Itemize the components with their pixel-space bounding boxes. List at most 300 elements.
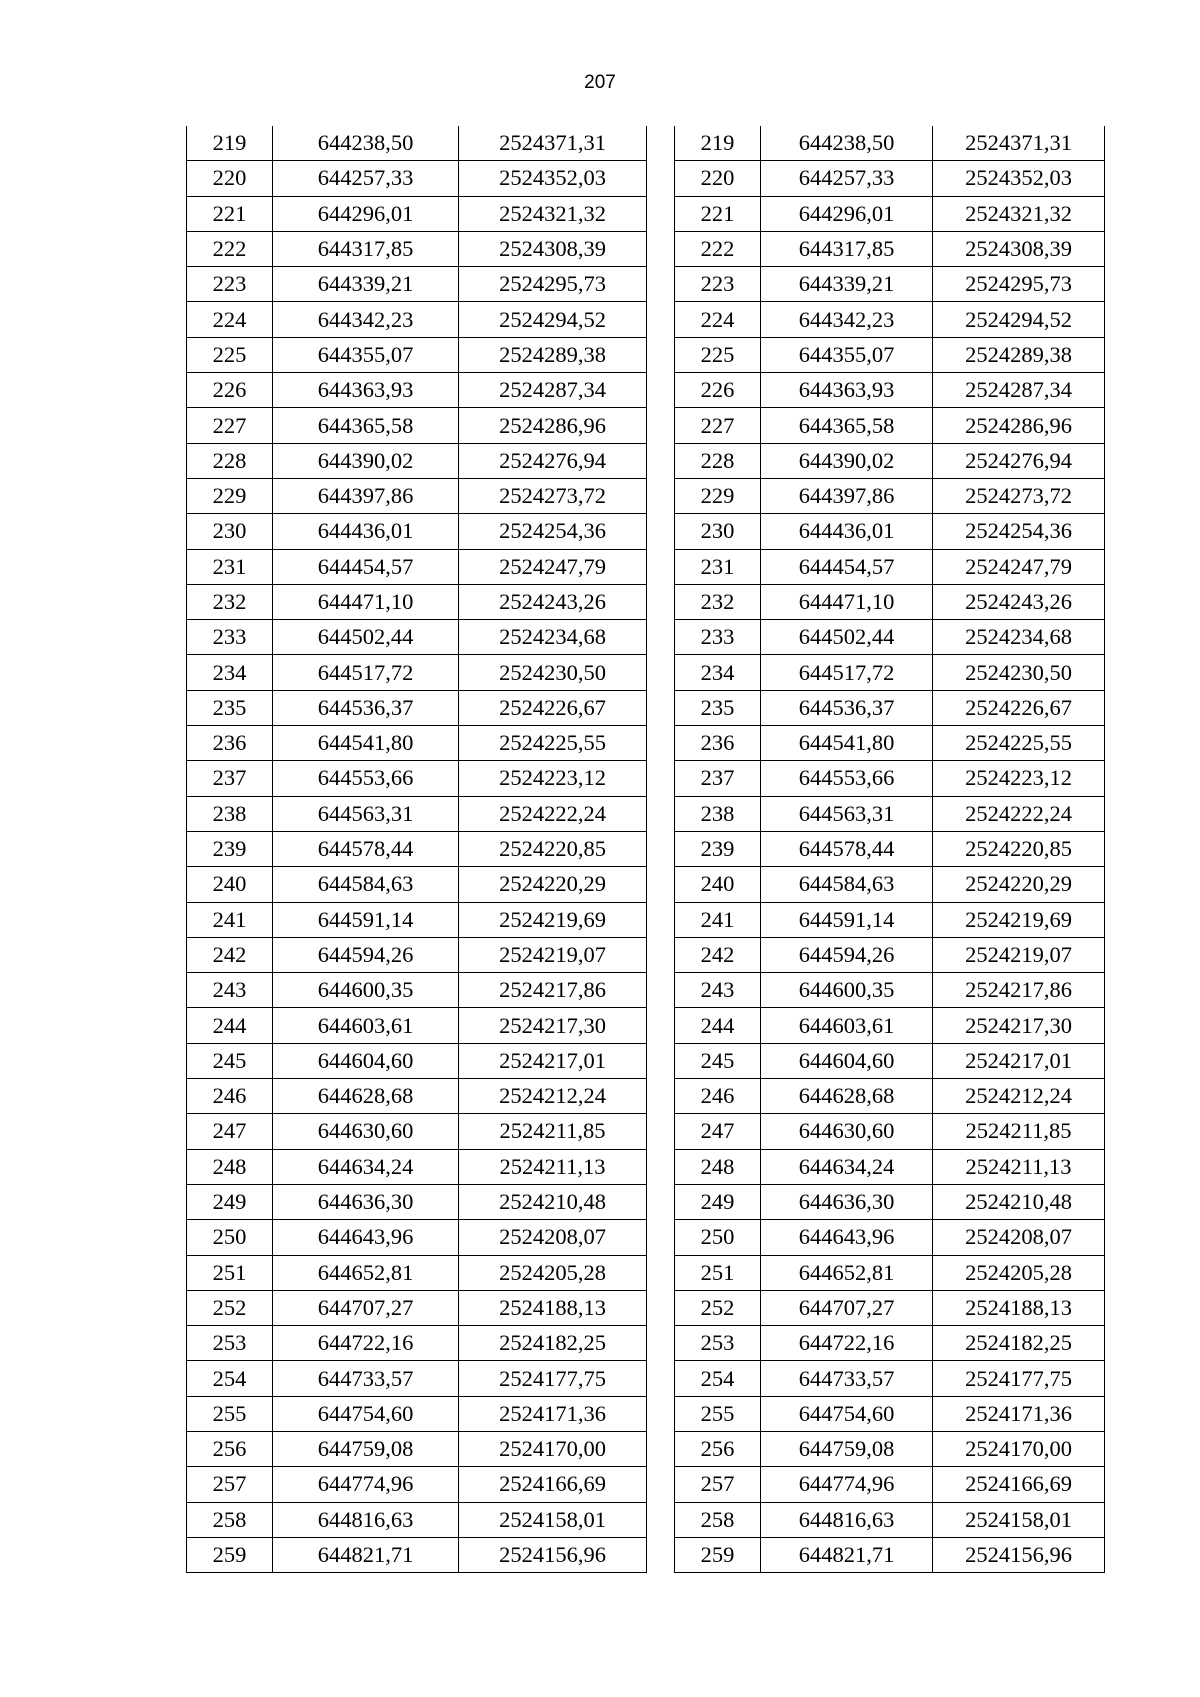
x-coordinate-cell: 644634,24: [761, 1149, 933, 1184]
x-coordinate-cell: 644363,93: [761, 373, 933, 408]
point-number-cell: 253: [187, 1326, 273, 1361]
x-coordinate-cell: 644816,63: [273, 1502, 459, 1537]
x-coordinate-cell: 644604,60: [273, 1043, 459, 1078]
x-coordinate-cell: 644733,57: [761, 1361, 933, 1396]
x-coordinate-cell: 644317,85: [273, 231, 459, 266]
x-coordinate-cell: 644604,60: [761, 1043, 933, 1078]
point-number-cell: 243: [187, 973, 273, 1008]
y-coordinate-cell: 2524170,00: [933, 1431, 1105, 1466]
point-number-cell: 246: [675, 1079, 761, 1114]
table-row: [187, 584, 647, 619]
x-coordinate-cell: 644517,72: [761, 655, 933, 690]
table-row: [187, 761, 647, 796]
point-number-cell: 249: [187, 1184, 273, 1219]
table-row: [187, 196, 647, 231]
y-coordinate-cell: 2524223,12: [459, 761, 647, 796]
point-number-cell: 239: [675, 831, 761, 866]
table-row: [187, 902, 647, 937]
point-number-cell: 248: [187, 1149, 273, 1184]
y-coordinate-cell: 2524219,69: [933, 902, 1105, 937]
y-coordinate-cell: 2524294,52: [459, 302, 647, 337]
x-coordinate-cell: 644553,66: [273, 761, 459, 796]
x-coordinate-cell: 644759,08: [761, 1431, 933, 1466]
table-row: [187, 1255, 647, 1290]
point-number-cell: 242: [675, 937, 761, 972]
table-row: [187, 1467, 647, 1502]
y-coordinate-cell: 2524171,36: [459, 1396, 647, 1431]
table-row: [187, 337, 647, 372]
y-coordinate-cell: 2524211,85: [933, 1114, 1105, 1149]
point-number-cell: 235: [187, 690, 273, 725]
x-coordinate-cell: 644774,96: [273, 1467, 459, 1502]
x-coordinate-cell: 644471,10: [273, 584, 459, 619]
point-number-cell: 229: [675, 478, 761, 513]
point-number-cell: 234: [187, 655, 273, 690]
page-number: 207: [584, 72, 616, 93]
x-coordinate-cell: 644733,57: [273, 1361, 459, 1396]
y-coordinate-cell: 2524220,29: [459, 867, 647, 902]
point-number-cell: 244: [675, 1008, 761, 1043]
x-coordinate-cell: 644553,66: [761, 761, 933, 796]
table-row: [675, 514, 1105, 549]
table-row: [187, 831, 647, 866]
x-coordinate-cell: 644342,23: [761, 302, 933, 337]
table-row: [675, 1431, 1105, 1466]
point-number-cell: 255: [675, 1396, 761, 1431]
table-row: [187, 1502, 647, 1537]
point-number-cell: 223: [187, 267, 273, 302]
y-coordinate-cell: 2524254,36: [933, 514, 1105, 549]
point-number-cell: 225: [675, 337, 761, 372]
x-coordinate-cell: 644296,01: [273, 196, 459, 231]
table-row: [675, 796, 1105, 831]
table-row: [187, 620, 647, 655]
point-number-cell: 222: [187, 231, 273, 266]
point-number-cell: 241: [675, 902, 761, 937]
x-coordinate-cell: 644634,24: [273, 1149, 459, 1184]
x-coordinate-cell: 644652,81: [761, 1255, 933, 1290]
x-coordinate-cell: 644594,26: [273, 937, 459, 972]
table-row: [675, 761, 1105, 796]
point-number-cell: 220: [187, 161, 273, 196]
y-coordinate-cell: 2524234,68: [459, 620, 647, 655]
point-number-cell: 245: [675, 1043, 761, 1078]
point-number-cell: 232: [187, 584, 273, 619]
table-row: [187, 373, 647, 408]
x-coordinate-cell: 644754,60: [273, 1396, 459, 1431]
x-coordinate-cell: 644257,33: [761, 161, 933, 196]
x-coordinate-cell: 644584,63: [273, 867, 459, 902]
table-row: [187, 478, 647, 513]
table-row: [675, 1467, 1105, 1502]
y-coordinate-cell: 2524170,00: [459, 1431, 647, 1466]
table-row: [675, 902, 1105, 937]
point-number-cell: 247: [675, 1114, 761, 1149]
table-row: [675, 1502, 1105, 1537]
table-row: [675, 1043, 1105, 1078]
table-row: [675, 973, 1105, 1008]
x-coordinate-cell: 644636,30: [273, 1184, 459, 1219]
y-coordinate-cell: 2524158,01: [459, 1502, 647, 1537]
y-coordinate-cell: 2524295,73: [933, 267, 1105, 302]
x-coordinate-cell: 644594,26: [761, 937, 933, 972]
x-coordinate-cell: 644454,57: [273, 549, 459, 584]
point-number-cell: 257: [675, 1467, 761, 1502]
x-coordinate-cell: 644628,68: [273, 1079, 459, 1114]
point-number-cell: 238: [675, 796, 761, 831]
table-row: [675, 867, 1105, 902]
x-coordinate-cell: 644257,33: [273, 161, 459, 196]
table-row: [187, 1220, 647, 1255]
table-row: [675, 620, 1105, 655]
table-row: [675, 267, 1105, 302]
x-coordinate-cell: 644759,08: [273, 1431, 459, 1466]
table-row: [675, 726, 1105, 761]
point-number-cell: 224: [675, 302, 761, 337]
x-coordinate-cell: 644365,58: [273, 408, 459, 443]
point-number-cell: 233: [187, 620, 273, 655]
table-row: [675, 1114, 1105, 1149]
table-row: [187, 267, 647, 302]
table-row: [187, 1396, 647, 1431]
y-coordinate-cell: 2524212,24: [459, 1079, 647, 1114]
point-number-cell: 259: [675, 1537, 761, 1572]
y-coordinate-cell: 2524205,28: [459, 1255, 647, 1290]
y-coordinate-cell: 2524321,32: [933, 196, 1105, 231]
x-coordinate-cell: 644436,01: [273, 514, 459, 549]
point-number-cell: 237: [187, 761, 273, 796]
y-coordinate-cell: 2524220,29: [933, 867, 1105, 902]
x-coordinate-cell: 644603,61: [761, 1008, 933, 1043]
y-coordinate-cell: 2524247,79: [933, 549, 1105, 584]
y-coordinate-cell: 2524308,39: [459, 231, 647, 266]
point-number-cell: 257: [187, 1467, 273, 1502]
x-coordinate-cell: 644536,37: [273, 690, 459, 725]
point-number-cell: 248: [675, 1149, 761, 1184]
y-coordinate-cell: 2524212,24: [933, 1079, 1105, 1114]
y-coordinate-cell: 2524276,94: [933, 443, 1105, 478]
point-number-cell: 250: [187, 1220, 273, 1255]
table-row: [187, 549, 647, 584]
y-coordinate-cell: 2524208,07: [933, 1220, 1105, 1255]
point-number-cell: 237: [675, 761, 761, 796]
y-coordinate-cell: 2524188,13: [933, 1290, 1105, 1325]
table-row: [187, 1290, 647, 1325]
y-coordinate-cell: 2524166,69: [933, 1467, 1105, 1502]
y-coordinate-cell: 2524158,01: [933, 1502, 1105, 1537]
point-number-cell: 249: [675, 1184, 761, 1219]
y-coordinate-cell: 2524177,75: [459, 1361, 647, 1396]
x-coordinate-cell: 644363,93: [273, 373, 459, 408]
x-coordinate-cell: 644238,50: [761, 126, 933, 161]
y-coordinate-cell: 2524217,86: [459, 973, 647, 1008]
x-coordinate-cell: 644636,30: [761, 1184, 933, 1219]
y-coordinate-cell: 2524222,24: [459, 796, 647, 831]
point-number-cell: 227: [675, 408, 761, 443]
y-coordinate-cell: 2524225,55: [459, 726, 647, 761]
point-number-cell: 230: [187, 514, 273, 549]
x-coordinate-cell: 644342,23: [273, 302, 459, 337]
point-number-cell: 227: [187, 408, 273, 443]
table-row: [187, 1079, 647, 1114]
y-coordinate-cell: 2524273,72: [933, 478, 1105, 513]
y-coordinate-cell: 2524289,38: [459, 337, 647, 372]
y-coordinate-cell: 2524230,50: [933, 655, 1105, 690]
y-coordinate-cell: 2524211,85: [459, 1114, 647, 1149]
x-coordinate-cell: 644339,21: [761, 267, 933, 302]
x-coordinate-cell: 644591,14: [273, 902, 459, 937]
y-coordinate-cell: 2524166,69: [459, 1467, 647, 1502]
x-coordinate-cell: 644821,71: [761, 1537, 933, 1572]
coordinates-table-right: [674, 126, 1105, 1573]
y-coordinate-cell: 2524210,48: [933, 1184, 1105, 1219]
point-number-cell: 239: [187, 831, 273, 866]
table-row: [187, 1361, 647, 1396]
y-coordinate-cell: 2524371,31: [933, 126, 1105, 161]
point-number-cell: 258: [187, 1502, 273, 1537]
y-coordinate-cell: 2524210,48: [459, 1184, 647, 1219]
y-coordinate-cell: 2524287,34: [459, 373, 647, 408]
y-coordinate-cell: 2524308,39: [933, 231, 1105, 266]
y-coordinate-cell: 2524208,07: [459, 1220, 647, 1255]
x-coordinate-cell: 644355,07: [761, 337, 933, 372]
x-coordinate-cell: 644397,86: [273, 478, 459, 513]
y-coordinate-cell: 2524217,86: [933, 973, 1105, 1008]
y-coordinate-cell: 2524371,31: [459, 126, 647, 161]
table-row: [187, 796, 647, 831]
x-coordinate-cell: 644774,96: [761, 1467, 933, 1502]
y-coordinate-cell: 2524211,13: [459, 1149, 647, 1184]
x-coordinate-cell: 644317,85: [761, 231, 933, 266]
y-coordinate-cell: 2524276,94: [459, 443, 647, 478]
x-coordinate-cell: 644296,01: [761, 196, 933, 231]
table-row: [675, 1361, 1105, 1396]
y-coordinate-cell: 2524286,96: [933, 408, 1105, 443]
y-coordinate-cell: 2524177,75: [933, 1361, 1105, 1396]
y-coordinate-cell: 2524254,36: [459, 514, 647, 549]
y-coordinate-cell: 2524217,01: [459, 1043, 647, 1078]
table-row: [675, 1149, 1105, 1184]
y-coordinate-cell: 2524219,07: [933, 937, 1105, 972]
y-coordinate-cell: 2524226,67: [459, 690, 647, 725]
y-coordinate-cell: 2524211,13: [933, 1149, 1105, 1184]
table-row: [675, 196, 1105, 231]
table-row: [187, 1184, 647, 1219]
point-number-cell: 252: [675, 1290, 761, 1325]
coordinates-table-left: [186, 126, 647, 1573]
point-number-cell: 253: [675, 1326, 761, 1361]
x-coordinate-cell: 644630,60: [273, 1114, 459, 1149]
table-row: [187, 1043, 647, 1078]
x-coordinate-cell: 644630,60: [761, 1114, 933, 1149]
x-coordinate-cell: 644643,96: [273, 1220, 459, 1255]
table-body: [675, 126, 1105, 1573]
table-row: [675, 373, 1105, 408]
table-row: [187, 514, 647, 549]
table-row: [675, 549, 1105, 584]
point-number-cell: 223: [675, 267, 761, 302]
point-number-cell: 254: [187, 1361, 273, 1396]
table-row: [675, 1220, 1105, 1255]
table-row: [675, 302, 1105, 337]
point-number-cell: 254: [675, 1361, 761, 1396]
table-row: [187, 973, 647, 1008]
x-coordinate-cell: 644578,44: [761, 831, 933, 866]
table-row: [675, 126, 1105, 161]
point-number-cell: 240: [675, 867, 761, 902]
table-row: [187, 1149, 647, 1184]
point-number-cell: 256: [187, 1431, 273, 1466]
y-coordinate-cell: 2524182,25: [459, 1326, 647, 1361]
y-coordinate-cell: 2524352,03: [459, 161, 647, 196]
y-coordinate-cell: 2524188,13: [459, 1290, 647, 1325]
table-row: [675, 1396, 1105, 1431]
point-number-cell: 243: [675, 973, 761, 1008]
point-number-cell: 238: [187, 796, 273, 831]
table-row: [675, 1255, 1105, 1290]
y-coordinate-cell: 2524217,01: [933, 1043, 1105, 1078]
x-coordinate-cell: 644707,27: [273, 1290, 459, 1325]
table-row: [187, 1114, 647, 1149]
x-coordinate-cell: 644816,63: [761, 1502, 933, 1537]
point-number-cell: 256: [675, 1431, 761, 1466]
table-row: [675, 478, 1105, 513]
table-row: [675, 337, 1105, 372]
table-row: [187, 302, 647, 337]
point-number-cell: 228: [187, 443, 273, 478]
y-coordinate-cell: 2524247,79: [459, 549, 647, 584]
point-number-cell: 226: [675, 373, 761, 408]
table-row: [187, 937, 647, 972]
point-number-cell: 219: [187, 126, 273, 161]
table-row: [675, 443, 1105, 478]
point-number-cell: 234: [675, 655, 761, 690]
table-row: [675, 1326, 1105, 1361]
y-coordinate-cell: 2524243,26: [933, 584, 1105, 619]
point-number-cell: 251: [187, 1255, 273, 1290]
y-coordinate-cell: 2524289,38: [933, 337, 1105, 372]
table-row: [187, 867, 647, 902]
y-coordinate-cell: 2524230,50: [459, 655, 647, 690]
point-number-cell: 252: [187, 1290, 273, 1325]
point-number-cell: 221: [187, 196, 273, 231]
x-coordinate-cell: 644238,50: [273, 126, 459, 161]
table-row: [187, 655, 647, 690]
point-number-cell: 225: [187, 337, 273, 372]
x-coordinate-cell: 644502,44: [273, 620, 459, 655]
table-row: [675, 655, 1105, 690]
y-coordinate-cell: 2524156,96: [933, 1537, 1105, 1572]
x-coordinate-cell: 644600,35: [273, 973, 459, 1008]
table-body: [187, 126, 647, 1573]
x-coordinate-cell: 644390,02: [273, 443, 459, 478]
y-coordinate-cell: 2524205,28: [933, 1255, 1105, 1290]
x-coordinate-cell: 644471,10: [761, 584, 933, 619]
point-number-cell: 224: [187, 302, 273, 337]
point-number-cell: 226: [187, 373, 273, 408]
x-coordinate-cell: 644754,60: [761, 1396, 933, 1431]
x-coordinate-cell: 644722,16: [761, 1326, 933, 1361]
x-coordinate-cell: 644591,14: [761, 902, 933, 937]
x-coordinate-cell: 644578,44: [273, 831, 459, 866]
table-row: [187, 443, 647, 478]
table-row: [675, 831, 1105, 866]
table-row: [187, 1008, 647, 1043]
x-coordinate-cell: 644365,58: [761, 408, 933, 443]
table-row: [187, 231, 647, 266]
x-coordinate-cell: 644643,96: [761, 1220, 933, 1255]
y-coordinate-cell: 2524226,67: [933, 690, 1105, 725]
x-coordinate-cell: 644563,31: [761, 796, 933, 831]
x-coordinate-cell: 644541,80: [761, 726, 933, 761]
point-number-cell: 251: [675, 1255, 761, 1290]
point-number-cell: 233: [675, 620, 761, 655]
y-coordinate-cell: 2524273,72: [459, 478, 647, 513]
point-number-cell: 246: [187, 1079, 273, 1114]
y-coordinate-cell: 2524156,96: [459, 1537, 647, 1572]
y-coordinate-cell: 2524220,85: [933, 831, 1105, 866]
point-number-cell: 231: [187, 549, 273, 584]
y-coordinate-cell: 2524217,30: [933, 1008, 1105, 1043]
y-coordinate-cell: 2524219,07: [459, 937, 647, 972]
table-row: [675, 231, 1105, 266]
point-number-cell: 240: [187, 867, 273, 902]
table-row: [675, 690, 1105, 725]
point-number-cell: 222: [675, 231, 761, 266]
point-number-cell: 258: [675, 1502, 761, 1537]
x-coordinate-cell: 644541,80: [273, 726, 459, 761]
x-coordinate-cell: 644603,61: [273, 1008, 459, 1043]
x-coordinate-cell: 644652,81: [273, 1255, 459, 1290]
y-coordinate-cell: 2524217,30: [459, 1008, 647, 1043]
x-coordinate-cell: 644339,21: [273, 267, 459, 302]
point-number-cell: 255: [187, 1396, 273, 1431]
point-number-cell: 241: [187, 902, 273, 937]
y-coordinate-cell: 2524352,03: [933, 161, 1105, 196]
x-coordinate-cell: 644436,01: [761, 514, 933, 549]
point-number-cell: 259: [187, 1537, 273, 1572]
x-coordinate-cell: 644563,31: [273, 796, 459, 831]
y-coordinate-cell: 2524222,24: [933, 796, 1105, 831]
y-coordinate-cell: 2524321,32: [459, 196, 647, 231]
x-coordinate-cell: 644517,72: [273, 655, 459, 690]
table-row: [187, 126, 647, 161]
table-row: [675, 161, 1105, 196]
y-coordinate-cell: 2524219,69: [459, 902, 647, 937]
y-coordinate-cell: 2524243,26: [459, 584, 647, 619]
point-number-cell: 221: [675, 196, 761, 231]
table-row: [187, 690, 647, 725]
table-row: [675, 1537, 1105, 1572]
table-row: [187, 1537, 647, 1572]
point-number-cell: 245: [187, 1043, 273, 1078]
y-coordinate-cell: 2524171,36: [933, 1396, 1105, 1431]
point-number-cell: 230: [675, 514, 761, 549]
table-row: [187, 1431, 647, 1466]
table-row: [187, 726, 647, 761]
point-number-cell: 219: [675, 126, 761, 161]
y-coordinate-cell: 2524182,25: [933, 1326, 1105, 1361]
x-coordinate-cell: 644821,71: [273, 1537, 459, 1572]
point-number-cell: 250: [675, 1220, 761, 1255]
table-row: [675, 408, 1105, 443]
point-number-cell: 232: [675, 584, 761, 619]
table-row: [675, 1184, 1105, 1219]
point-number-cell: 231: [675, 549, 761, 584]
table-row: [675, 1290, 1105, 1325]
table-row: [675, 1008, 1105, 1043]
point-number-cell: 236: [675, 726, 761, 761]
